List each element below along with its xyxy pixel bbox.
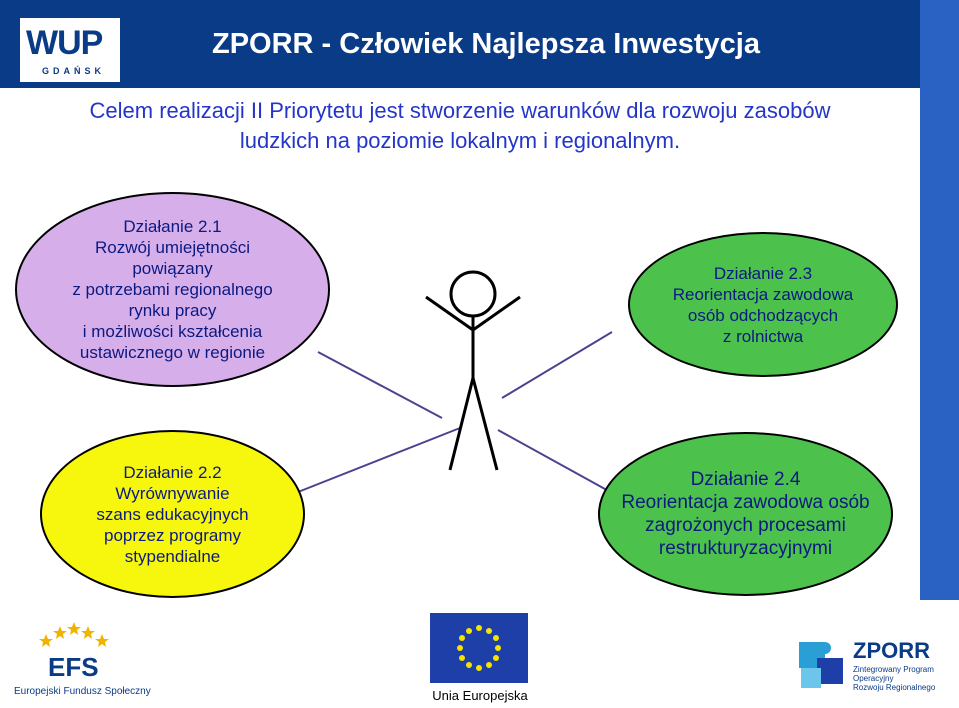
connector-line-3 xyxy=(298,428,460,492)
action-line: z rolnictwa xyxy=(722,326,804,346)
action-line: Wyrównywanie xyxy=(115,483,230,503)
zporr-caption-line: Zintegrowany Program xyxy=(853,665,934,674)
action-2-3-ellipse xyxy=(628,232,898,377)
action-line: osób odchodzących xyxy=(687,305,839,325)
eu-caption: Unia Europejska xyxy=(432,688,528,703)
action-line: rynku pracy xyxy=(128,301,217,320)
intro-line-1: Celem realizacji II Priorytetu jest stworzenie warunków dla rozwoju zasobów xyxy=(89,98,831,123)
action-title: Działanie 2.2 xyxy=(123,462,222,482)
wup-logo-subtext: GDAŃSK xyxy=(42,66,106,76)
zporr-caption-line: Operacyjny xyxy=(853,674,894,683)
action-line: zagrożonych procesami xyxy=(645,515,846,536)
action-2-2-ellipse xyxy=(40,430,305,598)
zporr-puzzle-icon xyxy=(799,642,843,688)
action-line: restrukturyzacyjnymi xyxy=(658,538,833,559)
connector-line-1 xyxy=(318,352,442,418)
action-line: ustawicznego w regionie xyxy=(79,343,266,362)
action-line: Reorientacja zawodowa xyxy=(672,284,854,304)
action-line: powiązany xyxy=(132,259,213,278)
zporr-caption-line: Rozwoju Regionalnego xyxy=(853,683,936,692)
action-line: z potrzebami regionalnego xyxy=(72,280,273,299)
efs-logo xyxy=(14,618,151,700)
action-line: i możliwości kształcenia xyxy=(82,322,263,341)
action-2-4-ellipse xyxy=(598,432,893,596)
efs-logo-name: EFS xyxy=(48,652,99,682)
action-title: Działanie 2.4 xyxy=(690,469,801,490)
action-line: poprzez programy xyxy=(103,525,241,545)
intro-line-2: ludzkich na poziomie lokalnym i regionalnym. xyxy=(239,128,681,153)
zporr-logo xyxy=(795,628,945,700)
action-line: stypendialne xyxy=(124,546,221,566)
wup-logo-text: WUP xyxy=(26,24,103,62)
action-line: Rozwój umiejętności xyxy=(95,238,250,257)
connector-line-4 xyxy=(498,430,614,494)
action-2-1-ellipse xyxy=(15,192,330,387)
page-title: ZPORR - Człowiek Najlepsza Inwestycja xyxy=(212,28,760,60)
eu-flag xyxy=(430,613,528,683)
efs-stars-icon xyxy=(39,622,109,647)
eu-stars-icon xyxy=(430,613,528,683)
connector-line-2 xyxy=(502,332,612,398)
action-title: Działanie 2.3 xyxy=(713,263,813,283)
action-line: szans edukacyjnych xyxy=(96,504,249,524)
zporr-logo-name: ZPORR xyxy=(853,638,930,663)
action-line: Reorientacja zawodowa osób xyxy=(621,492,870,513)
person-icon xyxy=(426,272,520,470)
action-title: Działanie 2.1 xyxy=(123,217,222,236)
efs-logo-caption: Europejski Fundusz Społeczny xyxy=(14,686,151,697)
